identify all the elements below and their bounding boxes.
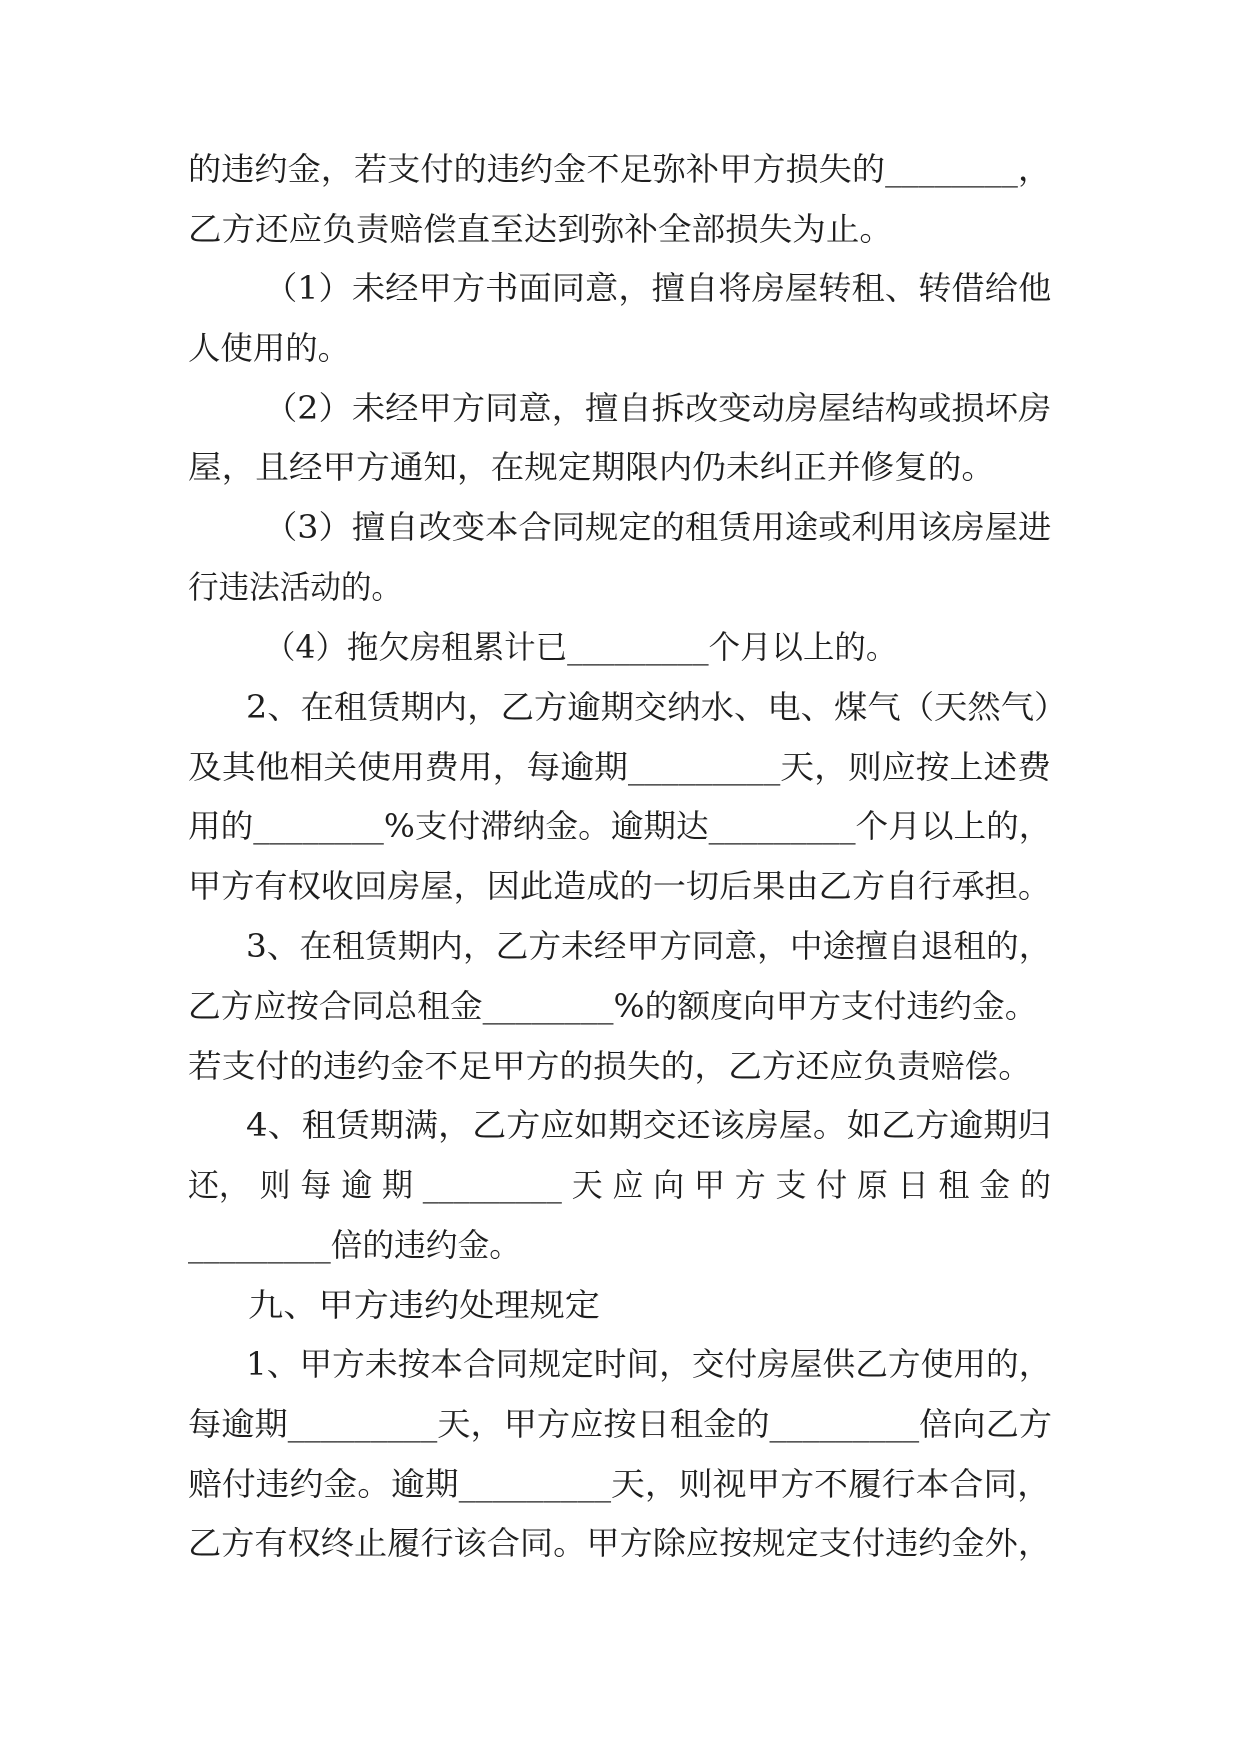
text-line: 乙方应按合同总租金________%的额度向甲方支付违约金。 [188,987,1038,1025]
text-line: （1）未经甲方书面同意，擅自将房屋转租、转借给他 [264,269,1052,307]
text-line: 还， 则 每 逾 期 _________ 天 应 向 甲 方 支 付 原 日 租 金 的 [188,1166,1051,1204]
text-line: 屋，且经甲方通知，在规定期限内仍未纠正并修复的。 [188,448,996,486]
text-line: 九、甲方违约处理规定 [248,1286,601,1324]
text-line: 3、在租赁期内，乙方未经甲方同意，中途擅自退租的， [246,927,1052,965]
text-line: 1、甲方未按本合同规定时间，交付房屋供乙方使用的， [246,1345,1052,1383]
text-line: 用的________%支付滞纳金。逾期达_________个月以上的， [188,807,1052,845]
text-line: （2）未经甲方同意，擅自拆改变动房屋结构或损坏房 [264,389,1052,427]
text-line: 乙方有权终止履行该合同。甲方除应按规定支付违约金外， [188,1524,1052,1562]
text-line: 乙方还应负责赔偿直至达到弥补全部损失为止。 [188,210,894,248]
text-line: 2、在租赁期内，乙方逾期交纳水、电、煤气（天然气） [246,688,1068,726]
text-line: 赔付违约金。逾期_________天，则视甲方不履行本合同， [188,1465,1052,1503]
text-line: 行违法活动的。 [188,568,403,606]
text-line: （3）擅自改变本合同规定的租赁用途或利用该房屋进 [264,508,1052,546]
text-line: 4、租赁期满，乙方应如期交还该房屋。如乙方逾期归 [246,1106,1052,1144]
text-line: 的违约金，若支付的违约金不足弥补甲方损失的________， [188,150,1052,188]
text-line: 每逾期_________天，甲方应按日租金的_________倍向乙方 [188,1405,1053,1443]
text-line: （4）拖欠房租累计已_________个月以上的。 [264,628,898,666]
text-line: 甲方有权收回房屋，因此造成的一切后果由乙方自行承担。 [188,867,1052,905]
text-line: _________倍的违约金。 [188,1226,522,1264]
text-line: 人使用的。 [188,329,351,367]
text-line: 及其他相关使用费用，每逾期_________天，则应按上述费 [188,748,1052,786]
text-line: 若支付的违约金不足甲方的损失的，乙方还应负责赔偿。 [188,1047,1033,1085]
